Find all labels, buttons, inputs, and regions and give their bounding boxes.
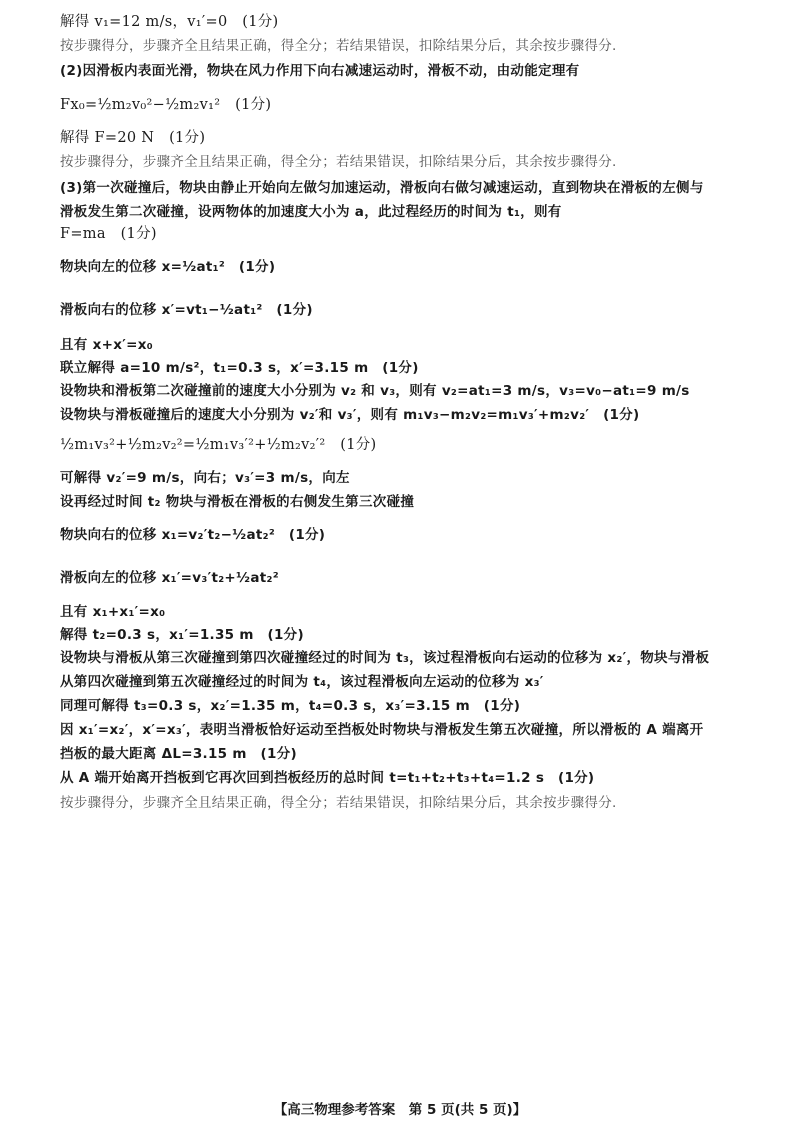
equation-line: F=ma (1分) — [60, 226, 157, 242]
scoring-note: 按步骤得分，步骤齐全且结果正确，得全分；若结果错误，扣除结果分后，其余按步骤得分. — [60, 154, 617, 170]
equation-line: ½m₁v₃²+½m₂v₂²=½m₁v₃′²+½m₂v₂′² (1分) — [60, 437, 377, 453]
text-line: 解得 F=20 N (1分) — [60, 130, 206, 146]
text-line: 解得 v₁=12 m/s，v₁′=0 (1分) — [60, 14, 279, 30]
scoring-note: 按步骤得分，步骤齐全且结果正确，得全分；若结果错误，扣除结果分后，其余按步骤得分. — [60, 38, 617, 54]
text-line: 设物块与滑板碰撞后的速度大小分别为 v₂′和 v₃′，则有 m₁v₃−m₂v₂=m₁v₃′+m₂v₂′ (1分) — [60, 407, 640, 423]
part-3-heading: (3)第一次碰撞后，物块由静止开始向左做匀加速运动，滑板向右做匀减速运动，直到物块在滑板的左侧与 — [60, 180, 704, 196]
text-line: 联立解得 a=10 m/s²，t₁=0.3 s，x′=3.15 m (1分) — [60, 360, 419, 376]
text-line: 可解得 v₂′=9 m/s，向右；v₃′=3 m/s，向左 — [60, 470, 350, 486]
equation-line: 物块向左的位移 x=½at₁² (1分) — [60, 259, 276, 275]
text-line: 设物块与滑板从第三次碰撞到第四次碰撞经过的时间为 t₃，该过程滑板向右运动的位移为 x₂′，物块与滑板 — [60, 650, 710, 666]
equation-line: Fx₀=½m₂v₀²−½m₂v₁² (1分) — [60, 97, 272, 113]
text-line: 同理可解得 t₃=0.3 s，x₂′=1.35 m，t₄=0.3 s，x₃′=3.15 m (1分) — [60, 698, 521, 714]
text-line: 解得 t₂=0.3 s，x₁′=1.35 m (1分) — [60, 627, 304, 643]
part-2-heading: (2)因滑板内表面光滑，物块在风力作用下向右减速运动时，滑板不动，由动能定理有 — [60, 63, 580, 79]
equation-line: 物块向右的位移 x₁=v₂′t₂−½at₂² (1分) — [60, 527, 326, 543]
text-line: 从 A 端开始离开挡板到它再次回到挡板经历的总时间 t=t₁+t₂+t₃+t₄=1.2 s (1分) — [60, 770, 595, 786]
equation-line: 滑板向左的位移 x₁′=v₃′t₂+½at₂² — [60, 570, 279, 586]
text-line: 且有 x₁+x₁′=x₀ — [60, 604, 166, 620]
text-line: 滑板发生第二次碰撞，设两物体的加速度大小为 a，此过程经历的时间为 t₁，则有 — [60, 204, 562, 220]
equation-line: 滑板向右的位移 x′=vt₁−½at₁² (1分) — [60, 302, 313, 318]
scoring-note: 按步骤得分，步骤齐全且结果正确，得全分；若结果错误，扣除结果分后，其余按步骤得分. — [60, 795, 617, 811]
text-line: 且有 x+x′=x₀ — [60, 337, 153, 353]
page-footer: 【高三物理参考答案 第 5 页(共 5 页)】 — [273, 1102, 527, 1118]
text-line: 从第四次碰撞到第五次碰撞经过的时间为 t₄，该过程滑板向左运动的位移为 x₃′ — [60, 674, 544, 690]
text-line: 挡板的最大距离 ΔL=3.15 m (1分) — [60, 746, 297, 762]
text-line: 设物块和滑板第二次碰撞前的速度大小分别为 v₂ 和 v₃，则有 v₂=at₁=3 m/s，v₃=v₀−at₁=9 m/s — [60, 383, 690, 399]
text-line: 因 x₁′=x₂′，x′=x₃′，表明当滑板恰好运动至挡板处时物块与滑板发生第五次碰撞，所以滑板的 A 端离开 — [60, 722, 704, 738]
text-line: 设再经过时间 t₂ 物块与滑板在滑板的右侧发生第三次碰撞 — [60, 494, 415, 510]
